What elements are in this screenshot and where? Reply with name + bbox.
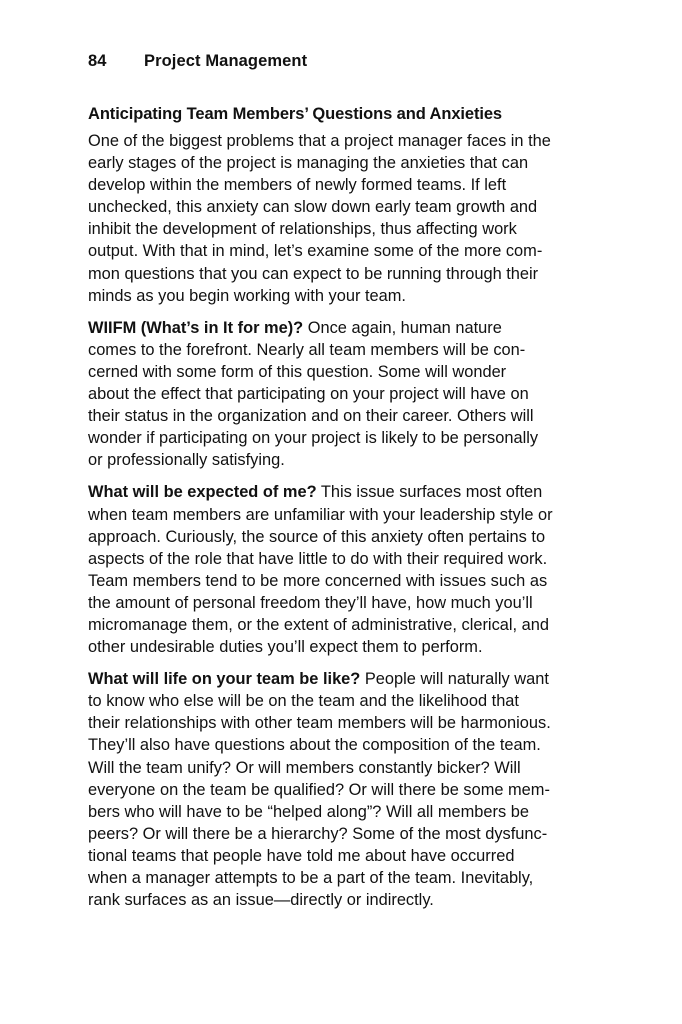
question-lead-wiifm: WIIFM (What’s in It for me)? <box>88 318 304 337</box>
question-paragraph-expectations <box>88 481 608 658</box>
book-page <box>88 52 608 921</box>
intro-paragraph: One of the biggest problems that a project manager faces in the early stages of the project is managing the anxieties that can develop within the members of newly formed teams. If left unchecked, this anxiety can slow down early team growth and inhibit the development of relationships, thus affecting work output. With that in mind, let’s examine some of the more com- mon questions that you can expect to be running through their minds as you begin working with your team. <box>88 132 551 305</box>
question-text-wiifm: Once again, human nature comes to the forefront. Nearly all team members will be con- cerned with some form of this question. Some will wonder about the effect that participating on your project will have on their status in the organization and on their career. Others will wonder if participating on your project is likely to be personally or professionally satisfying. <box>88 318 539 470</box>
running-head <box>88 52 608 71</box>
question-lead-team-life: What will life on your team be like? <box>88 670 361 689</box>
question-text-team-life: People will naturally want to know who else will be on the team and the likelihood that their relationships with other team members will be harmonious. They’ll also have questions about the composition of the team. Will the team unify? Or will members constantly bicker? Will everyone on the team be qualified? Or will there be some mem- bers who will have to be “helped along”? Will all members be peers? Or will there be a hierarchy? Some of the most dysfunc- tional teams that people have told me about have occurred when a manager attempts to be a part of the team. Inevitably, rank surfaces as an issue—directly or indirectly. <box>88 670 551 910</box>
question-text-expectations: This issue surfaces most often when team members are unfamiliar with your leadership style or approach. Curiously, the source of this anxiety often pertains to aspects of the role that have little to do with their required work. Team members tend to be more concerned with issues such as the amount of personal freedom they’ll have, how much you’ll micromanage them, or the extent of administrative, clerical, and other undesirable duties you’ll expect them to perform. <box>88 483 553 657</box>
page-number: 84 <box>88 52 107 70</box>
question-paragraph-wiifm <box>88 317 608 472</box>
question-paragraph-team-life <box>88 668 608 911</box>
question-lead-expectations: What will be expected of me? <box>88 483 317 502</box>
book-title: Project Management <box>144 52 308 70</box>
section-heading: Anticipating Team Members’ Questions and Anxieties <box>88 105 503 123</box>
